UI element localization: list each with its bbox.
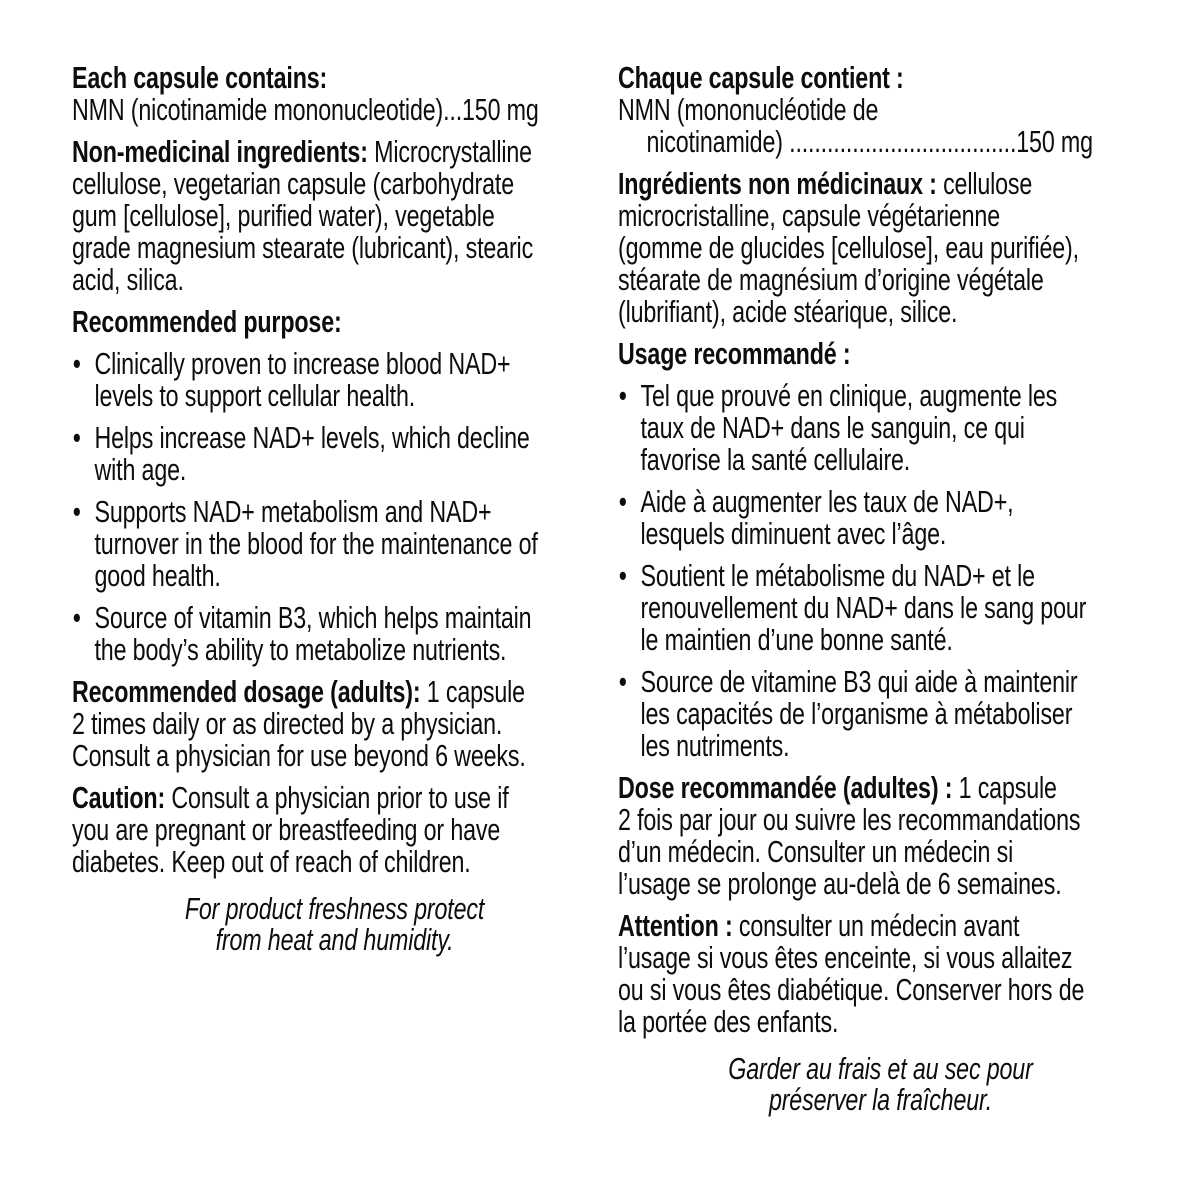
text-run: la portée des enfants.: [618, 1004, 839, 1039]
recommended-dosage: [72, 676, 597, 772]
text-run: Consult a physician for use beyond 6 weeks.: [72, 738, 526, 773]
text-line: [72, 94, 597, 126]
text-line: [95, 634, 598, 666]
bold-lead-in: Ingrédients non médicinaux :: [618, 166, 937, 201]
purpose-bullet-4: [72, 602, 597, 666]
text-line: [72, 814, 597, 846]
usage-recommande-heading: [618, 338, 1143, 370]
text-line: [618, 942, 1143, 974]
freshness-note: [72, 893, 597, 955]
text-run: Source de vitamine B3 qui aide à maintenir: [640, 664, 1078, 699]
text-run: diabetes. Keep out of reach of children.: [72, 844, 471, 879]
recommended-purpose-heading: [72, 306, 597, 338]
bold-lead-in: Non-medicinal ingredients:: [72, 134, 368, 169]
text-run: nicotinamide) ....................................150 mg: [646, 124, 1093, 159]
text-line: [618, 338, 1143, 370]
text-run: Tel que prouvé en clinique, augmente les: [640, 378, 1058, 413]
usage-bullet-3: [618, 560, 1143, 656]
text-line: [641, 518, 1144, 550]
text-run: microcristalline, capsule végétarienne: [618, 198, 1000, 233]
text-run: l’usage se prolonge au-delà de 6 semaines.: [618, 866, 1062, 901]
text-line: [72, 306, 597, 338]
text-line: [618, 232, 1143, 264]
text-line: [641, 486, 1144, 518]
text-line: [95, 496, 598, 528]
text-run: le maintien d’une bonne santé.: [640, 622, 953, 657]
purpose-bullet-1: [72, 348, 597, 412]
text-line: [641, 730, 1144, 762]
text-run: NMN (mononucléotide de: [618, 92, 879, 127]
text-run: cellulose: [936, 166, 1033, 201]
bullet-icon: •: [618, 484, 627, 519]
text-line: [618, 296, 1143, 328]
text-line: [641, 412, 1144, 444]
text-run: Supports NAD+ metabolism and NAD+: [94, 494, 492, 529]
bold-lead-in: Recommended dosage (adults):: [72, 674, 421, 709]
bold-lead-in: Recommended purpose:: [72, 304, 342, 339]
bullet-icon: •: [618, 378, 627, 413]
text-run: with age.: [94, 452, 187, 487]
purpose-bullet-2: [72, 422, 597, 486]
bold-lead-in: Caution:: [72, 780, 166, 815]
text-run: renouvellement du NAD+ dans le sang pour: [640, 590, 1087, 625]
bullet-icon: •: [72, 420, 81, 455]
text-run: acid, silica.: [72, 262, 184, 297]
text-line: [618, 94, 1143, 126]
text-run: Helps increase NAD+ levels, which decline: [94, 420, 530, 455]
text-line: [95, 528, 598, 560]
text-run: les capacités de l’organisme à métaboliser: [640, 696, 1073, 731]
text-run: favorise la santé cellulaire.: [640, 442, 911, 477]
bullet-icon: •: [72, 600, 81, 635]
text-line: [72, 264, 597, 296]
text-run: d’un médecin. Consulter un médecin si: [618, 834, 1014, 869]
text-line: [72, 136, 597, 168]
text-run: the body’s ability to metabolize nutrients.: [94, 632, 507, 667]
text-run: grade magnesium stearate (lubricant), stearic: [72, 230, 534, 265]
bold-lead-in: Dose recommandée (adultes) :: [618, 770, 953, 805]
text-line: [72, 740, 597, 772]
bullet-icon: •: [618, 558, 627, 593]
text-line: [618, 1053, 1143, 1084]
text-line: [72, 676, 597, 708]
text-line: [618, 1006, 1143, 1038]
purpose-bullet-3: [72, 496, 597, 592]
text-line: [641, 560, 1144, 592]
text-line: [641, 380, 1144, 412]
text-line: [72, 168, 597, 200]
text-line: [72, 232, 597, 264]
text-line: [618, 836, 1143, 868]
text-line: [95, 602, 598, 634]
text-line: [641, 666, 1144, 698]
text-line: [72, 924, 597, 955]
text-run: lesquels diminuent avec l’âge.: [640, 516, 947, 551]
text-run: 1 capsule: [952, 770, 1057, 805]
text-line: [618, 264, 1143, 296]
text-run: Consult a physician prior to use if: [165, 780, 509, 815]
text-run: Source of vitamin B3, which helps maintain: [94, 600, 532, 635]
text-run: turnover in the blood for the maintenance of: [94, 526, 538, 561]
fraicheur-note: [618, 1053, 1143, 1115]
text-line: [95, 454, 598, 486]
text-line: [72, 846, 597, 878]
text-line: [618, 910, 1143, 942]
bullet-icon: •: [72, 494, 81, 529]
text-line: [95, 560, 598, 592]
text-line: [618, 62, 1143, 94]
text-run: consulter un médecin avant: [732, 908, 1020, 943]
text-line: [641, 624, 1144, 656]
text-line: [95, 348, 598, 380]
text-run: stéarate de magnésium d’origine végétale: [618, 262, 1044, 297]
text-line: [72, 708, 597, 740]
text-run: Soutient le métabolisme du NAD+ et le: [640, 558, 1035, 593]
text-run: cellulose, vegetarian capsule (carbohydrate: [72, 166, 515, 201]
text-run: (lubrifiant), acide stéarique, silice.: [618, 294, 958, 329]
text-line: [95, 422, 598, 454]
text-run: (gomme de glucides [cellulose], eau purifiée),: [618, 230, 1079, 265]
text-line: [641, 592, 1144, 624]
text-run: 2 fois par jour ou suivre les recommandations: [618, 802, 1081, 837]
text-line: [641, 444, 1144, 476]
text-run: NMN (nicotinamide mononucleotide)...150 mg: [72, 92, 539, 127]
text-run: les nutriments.: [640, 728, 790, 763]
french-column: [618, 62, 1143, 1115]
text-line: [72, 893, 597, 924]
ingredients-non-medicinaux: [618, 168, 1143, 328]
text-line: [72, 62, 597, 94]
text-run: Aide à augmenter les taux de NAD+,: [640, 484, 1014, 519]
text-run: you are pregnant or breastfeeding or have: [72, 812, 501, 847]
text-line: [641, 698, 1144, 730]
usage-bullet-4: [618, 666, 1143, 762]
text-line: [618, 200, 1143, 232]
text-run: préserver la fraîcheur.: [768, 1082, 993, 1117]
text-line: [95, 380, 598, 412]
text-line: [618, 772, 1143, 804]
text-run: 1 capsule: [420, 674, 525, 709]
text-line: [618, 168, 1143, 200]
text-run: 2 times daily or as directed by a physician.: [72, 706, 503, 741]
bold-lead-in: Chaque capsule contient :: [618, 60, 904, 95]
text-run: from heat and humidity.: [215, 922, 454, 957]
usage-bullet-2: [618, 486, 1143, 550]
attention: [618, 910, 1143, 1038]
dose-recommandee: [618, 772, 1143, 900]
text-line: [618, 126, 1143, 158]
text-run: l’usage si vous êtes enceinte, si vous allaitez: [618, 940, 1073, 975]
caution: [72, 782, 597, 878]
bold-lead-in: Attention :: [618, 908, 733, 943]
text-run: Garder au frais et au sec pour: [728, 1051, 1033, 1086]
bullet-icon: •: [72, 346, 81, 381]
non-medicinal-ingredients: [72, 136, 597, 296]
bold-lead-in: Each capsule contains:: [72, 60, 328, 95]
text-line: [618, 1084, 1143, 1115]
text-line: [72, 200, 597, 232]
text-run: gum [cellulose], purified water), vegetable: [72, 198, 495, 233]
chaque-capsule-contient: [618, 62, 1143, 158]
text-run: ou si vous êtes diabétique. Conserver hors de: [618, 972, 1085, 1007]
text-run: taux de NAD+ dans le sanguin, ce qui: [640, 410, 1025, 445]
usage-bullet-1: [618, 380, 1143, 476]
text-line: [72, 782, 597, 814]
text-line: [618, 974, 1143, 1006]
text-run: levels to support cellular health.: [94, 378, 416, 413]
english-column: [72, 62, 597, 955]
text-run: For product freshness protect: [184, 891, 485, 926]
each-capsule-contains: [72, 62, 597, 126]
bold-lead-in: Usage recommandé :: [618, 336, 851, 371]
text-line: [618, 868, 1143, 900]
text-run: Microcrystalline: [367, 134, 532, 169]
text-run: good health.: [94, 558, 221, 593]
bullet-icon: •: [618, 664, 627, 699]
text-run: Clinically proven to increase blood NAD+: [94, 346, 511, 381]
text-line: [618, 804, 1143, 836]
